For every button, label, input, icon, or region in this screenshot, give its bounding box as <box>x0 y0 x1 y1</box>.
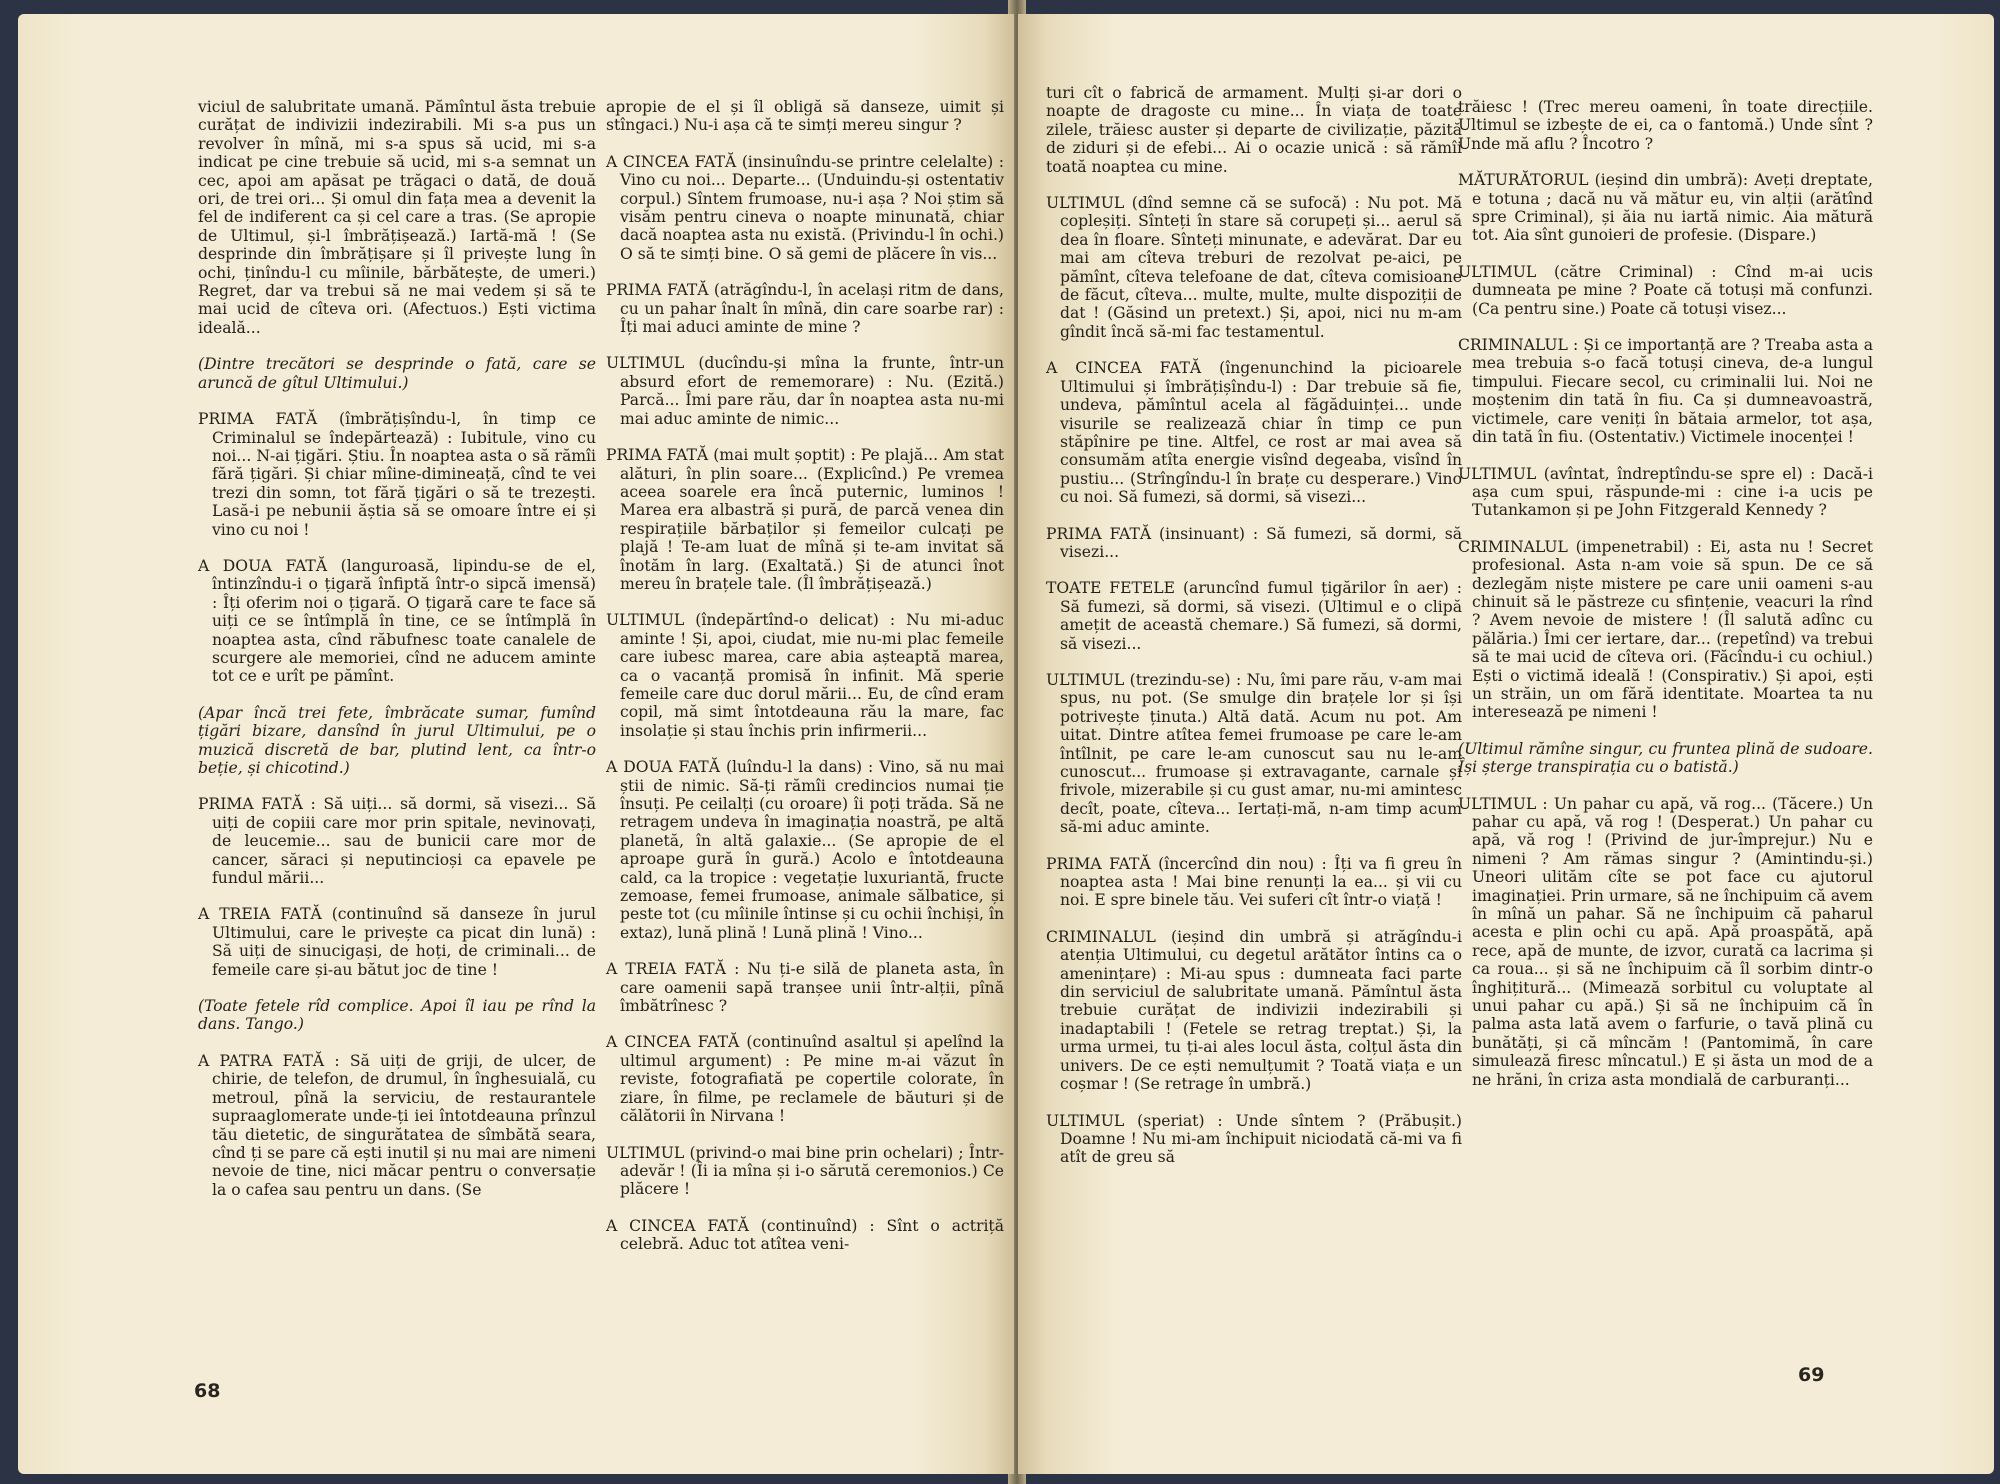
dialogue: ULTIMUL (către Criminal) : Cînd m-ai ucis dumneata pe mine ? Poate că totuși mă confunzi. (Ca pentru sine.) Poate că totuși visez... <box>1458 262 1873 318</box>
page-number: 68 <box>194 1380 221 1402</box>
left-column-2 <box>606 98 1004 1272</box>
dialogue: A CINCEA FATĂ (îngenunchind la picioarele Ultimului și îmbrățișîndu-l) : Dar trebuie să fie, undeva, pămîntul acela al făgăduinței... unde visurile se realizează chiar în timp ce pun stăpînire pe tine. Altfel, ce rost ar mai avea să consumăm atîta energie visînd degeaba, visînd în pustiu... (Strîngîndu-l în brațe cu desperare.) Vino cu noi. Să fumezi, să dormi, să visezi... <box>1046 359 1462 507</box>
dialogue: ULTIMUL : Un pahar cu apă, vă rog... (Tăcere.) Un pahar cu apă, vă rog ! (Desperat.) Un pahar cu apă, vă rog ! (Privind de jur-împrejur.) Nu e nimeni ? Am rămas singur ? (Amintindu-și.) Uneori ulităm cîte se pot face cu ajutorul imaginației. Prin urmare, să ne închipuim că avem în mînă un pahar. Să ne închipuim că paharul acesta e plin ochi cu apă. Apă proaspătă, apă rece, apă de munte, de izvor, curată ca lacrima și ca roua... și să ne închipuim că îl sorbim dintr-o înghițitură... (Mimează sorbitul cu voluptate al unui pahar cu apă.) Și să ne închipuim că în palma asta lată avem o farfurie, o tavă plină cu bunătăți, și că mîncăm ! (Pantomimă, în care simulează firesc mîncatul.) E și ăsta un mod de a ne hrăni, în criza asta mondială de carburanți... <box>1458 794 1873 1089</box>
dialogue: PRIMA FATĂ (atrăgîndu-l, în același ritm de dans, cu un pahar înalt în mînă, din care soarbe rar) : Îți mai aduci aminte de mine ? <box>606 281 1004 337</box>
dialogue: A CINCEA FATĂ (insinuîndu-se printre celelalte) : Vino cu noi... Departe... (Unduindu-și ostentativ corpul.) Sîntem frumoase, nu-i așa ? Noi știm să visăm pentru cineva o noapte minunată, chiar dacă noaptea asta nu există. (Privindu-l în ochi.) O să te simți bine. O să gemi de plăcere în vis... <box>606 152 1004 263</box>
dialogue: A TREIA FATĂ (continuînd să danseze în jurul Ultimului, care le privește ca picat din lună) : Să uiți de sinucigași, de hoți, de criminali... de femeile care și-au bătut joc de tine ! <box>198 905 596 979</box>
right-column-2 <box>1458 98 1873 1107</box>
dialogue: A PATRA FATĂ : Să uiți de griji, de ulcer, de chirie, de telefon, de drumul, în înghesuială, cu metroul, pînă la serviciu, de restaurantele supraaglomerate unde-ți iei întotdeauna prînzul tău dietetic, de singurătatea de sîmbătă seara, cînd ți se pare că ești inutil și nu mai are nimeni nevoie de tine, nici măcar pentru o conversație la o cafea sau pentru un dans. (Se <box>198 1051 596 1199</box>
paragraph: viciul de salubritate umană. Pămîntul ăsta trebuie curățat de indivizii indezirabili. Mi s-a pus un revolver în mînă, mi s-a spus să ucid, mi s-a indicat pe cine trebuie să ucid, mi s-a semnat un cec, apoi am apăsat pe trăgaci o dată, de două ori, de trei ori... Și omul din fața mea a devenit la fel de indiferent ca și cel care a tras. (Se apropie de Ultimul, și-l îmbrățișează.) Iartă-mă ! (Se desprinde din îmbrățișare și îl privește lung în ochi, ținîndu-l cu mîinile, bărbătește, de umeri.) Regret, dar va trebui să ne mai vedem și să te mai ucid de cîteva ori. (Afectuos.) Ești victima ideală... <box>198 98 596 337</box>
paragraph: apropie de el și îl obligă să danseze, uimit și stîngaci.) Nu-i așa că te simți mereu singur ? <box>606 98 1004 135</box>
dialogue: PRIMA FATĂ (îmbrățișîndu-l, în timp ce Criminalul se îndepărtează) : Iubitule, vino cu noi... N-ai țigări. Știu. În noaptea asta o să rămîi fără țigări. Și chiar mîine-dimineață, cînd te vei trezi din somn, tot fără țigări o să te trezești. Lasă-i pe nebunii ăștia să se omoare între ei și vino cu noi ! <box>198 410 596 539</box>
stage-direction: (Apar încă trei fete, îmbrăcate sumar, fumînd țigări bizare, dansînd în jurul Ultimului, pe o muzică discretă de bar, plutind lent, ca într-o beție, și chicotind.) <box>198 703 596 777</box>
dialogue: A DOUA FATĂ (languroasă, lipindu-se de el, întinzîndu-i o țigară înfiptă într-o sipcă imensă) : Îți oferim noi o țigară. O țigară care te face să uiți ce se întîmplă în tine, ce se întîmplă în noaptea asta, cînd răbufnesc toate canalele de scurgere ale memoriei, cînd ne aducem aminte tot ce e urît pe pămînt. <box>198 556 596 686</box>
stage-direction: (Toate fetele rîd complice. Apoi îl iau pe rînd la dans. Tango.) <box>198 997 596 1034</box>
dialogue: PRIMA FATĂ (încercînd din nou) : Îți va fi greu în noaptea asta ! Mai bine renunți la ea... și vii cu noi. E spre binele tău. Vei suferi cît într-o viață ! <box>1046 854 1462 910</box>
dialogue: ULTIMUL (dînd semne că se sufocă) : Nu pot. Mă copleșiți. Sînteți în stare să corupeți și... aerul să dea în floare. Sînteți minunate, e adevărat. Dar eu mai am cîteva treburi de rezolvat pe-aici, pe pămînt, cîteva telefoane de dat, cîteva comisioane de făcut, cîteva... multe, multe, multe dispoziții de dat ! (Găsind un pretext.) Și, apoi, nici nu m-am gîndit încă să-mi fac testamentul. <box>1046 194 1462 341</box>
dialogue: ULTIMUL (trezindu-se) : Nu, îmi pare rău, v-am mai spus, nu pot. (Se smulge din brațele lor și își potrivește ținuta.) Altă dată. Acum nu pot. Am uitat. Dintre atîtea femei frumoase pe care le-am întîlnit, pe care le-am cunoscut sau nu le-am cunoscut... frumoase și extravagante, carnale și frivole, mizerabile și cu gust amar, nu-mi amintesc decît, poate, cîteva... Iertați-mă, n-am timp acum să-mi aduc aminte. <box>1046 670 1462 837</box>
dialogue: ULTIMUL (speriat) : Unde sîntem ? (Prăbușit.) Doamne ! Nu mi-am închipuit niciodată că-mi va fi atît de greu să <box>1046 1111 1462 1167</box>
dialogue: CRIMINALUL : Și ce importanță are ? Treaba asta a mea trebuia s-o facă totuși cineva, de-a lungul timpului. Fiecare secol, cu criminalii lui. Noi ne moștenim din tată în fiu. Ca și dumneavoastră, victimele, care veniți în bătaia armelor, tot așa, din tată în fiu. (Ostentativ.) Victimele inocenței ! <box>1458 336 1873 447</box>
dialogue: PRIMA FATĂ : Să uiți... să dormi, să visezi... Să uiți de copiii care mor prin spitale, nevinovați, de leucemie... sau de bunicii care mor de cancer, săraci și neputincioși ca epavele pe fundul mării... <box>198 795 596 888</box>
right-page <box>1018 14 1994 1474</box>
dialogue: ULTIMUL (îndepărtînd-o delicat) : Nu mi-aduc aminte ! Și, apoi, ciudat, mie nu-mi plac femeile care iubesc marea, care abia așteaptă marea, ca o vacanță promisă în infinit. Mă sperie femeile care duc dorul mării... Eu, de cînd eram copil, mă simt întotdeauna rău la mare, fac insolație și stau închis prin infirmerii... <box>606 611 1004 740</box>
dialogue: CRIMINALUL (impenetrabil) : Ei, asta nu ! Secret profesional. Asta n-am voie să spun. De ce să dezlegăm niște mistere pe care unii oameni s-au chinuit să le păstreze cu sfințenie, veacuri la rînd ? Avem nevoie de mistere ! (Îl salută adînc cu pălăria.) Îmi cer iertare, dar... (repetînd) va trebui să te mai ucid de cîteva ori. (Făcîndu-i cu ochiul.) Ești o victimă ideală ! (Conspirativ.) Și apoi, ești un străin, un om fără identitate. Moartea ta nu interesează pe nimeni ! <box>1458 537 1873 722</box>
dialogue: MĂTURĂTORUL (ieșind din umbră): Aveți dreptate, e totuna ; dacă nu vă mătur eu, vin alții (arătînd spre Criminal), și ăia nu iartă nimic. Aia mătură tot. Aia sînt gunoieri de profesie. (Dispare.) <box>1458 171 1873 245</box>
dialogue: PRIMA FATĂ (mai mult șoptit) : Pe plajă... Am stat alături, în plin soare... (Explicînd.) Pe vremea aceea soarele era încă puternic, luminos ! Marea era albastră și pură, de parcă venea din respirațiile bărbaților și femeilor culcați pe plajă ! Te-am luat de mînă și te-am invitat să înotăm în larg. (Exaltată.) Și de atunci înot mereu în brațele tale. (Îl îmbrățișează.) <box>606 446 1004 593</box>
dialogue: TOATE FETELE (aruncînd fumul țigărilor în aer) : Să fumezi, să dormi, să visezi. (Ultimul e o clipă amețit de această chemare.) Să fumezi, să dormi, să visezi... <box>1046 579 1462 653</box>
dialogue: ULTIMUL (avîntat, îndreptîndu-se spre el) : Dacă-i așa cum spui, răspunde-mi : cine i-a ucis pe Tutankamon și pe John Fitzgerald Kennedy ? <box>1458 464 1873 520</box>
dialogue: A CINCEA FATĂ (continuînd asaltul și apelînd la ultimul argument) : Pe mine m-ai văzut în reviste, fotografiată pe copertile colorate, în ziare, în filme, pe reclamele de băuturi și de călătorii în Nirvana ! <box>606 1033 1004 1126</box>
right-column-1 <box>1046 84 1462 1185</box>
dialogue: A CINCEA FATĂ (continuînd) : Sînt o actriță celebră. Aduc tot atîtea veni- <box>606 1216 1004 1254</box>
dialogue: A DOUA FATĂ (luîndu-l la dans) : Vino, să nu mai știi de nimic. Să-ți rămîi credincios numai ție însuți. Pe ceilalți (cu oroare) îi poți trăda. Să ne retragem undeva în imaginația noastră, pe altă planetă, în altă galaxie... (Se apropie de el aproape gură în gură.) Acolo e întotdeauna cald, ca la tropice : vegetație luxuriantă, fructe zemoase, femei frumoase, animale sălbatice, și peste tot (cu mîinile întinse și cu ochii închiși, în extaz), lună plină ! Lună plină ! Vino... <box>606 758 1004 942</box>
paragraph: turi cît o fabrică de armament. Mulți și-ar dori o noapte de dragoste cu mine... În viața de toate zilele, trăiesc auster și departe de civilizație, păzită de ziduri și de efebi... Ai o ocazie unică : să rămîi toată noaptea cu mine. <box>1046 84 1462 176</box>
left-page <box>18 14 1014 1474</box>
dialogue: CRIMINALUL (ieșind din umbră și atrăgîndu-i atenția Ultimului, cu degetul arătător întins ca o amenințare) : Mi-au spus : dumneata faci parte din serviciul de salubritate umană. Pămîntul ăsta trebuie curățat de indivizii indezirabili și inadaptabili ! (Fetele se retrag treptat.) Și, la urma urmei, tu ți-ai ales locul ăsta, colțul ăsta din univers. De ce ești nemulțumit ? Toată viața e un coșmar ! (Se retrage în umbră.) <box>1046 927 1462 1094</box>
left-column-1 <box>198 98 596 1217</box>
dialogue: ULTIMUL (ducîndu-și mîna la frunte, într-un absurd efort de rememorare) : Nu. (Ezită.) Parcă... Îmi pare rău, dar în noaptea asta nu-mi mai aduc aminte de nimic... <box>606 354 1004 428</box>
dialogue: ULTIMUL (privind-o mai bine prin ochelari) ; Într-adevăr ! (Îi ia mîna și i-o sărută ceremonios.) Ce plăcere ! <box>606 1143 1004 1199</box>
stage-direction: (Ultimul rămîne singur, cu fruntea plină de sudoare. Își șterge transpirația cu o batistă.) <box>1458 739 1873 777</box>
paragraph: trăiesc ! (Trec mereu oameni, în toate direcțiile. Ultimul se izbește de ei, ca o fantomă.) Unde sînt ? Unde mă aflu ? Încotro ? <box>1458 98 1873 153</box>
dialogue: A TREIA FATĂ : Nu ți-e silă de planeta asta, în care oamenii sapă tranșee unii într-alții, pînă îmbătrînesc ? <box>606 960 1004 1016</box>
page-number: 69 <box>1798 1364 1825 1386</box>
dialogue: PRIMA FATĂ (insinuant) : Să fumezi, să dormi, să visezi... <box>1046 524 1462 561</box>
stage-direction: (Dintre trecători se desprinde o fată, care se aruncă de gîtul Ultimului.) <box>198 355 596 392</box>
